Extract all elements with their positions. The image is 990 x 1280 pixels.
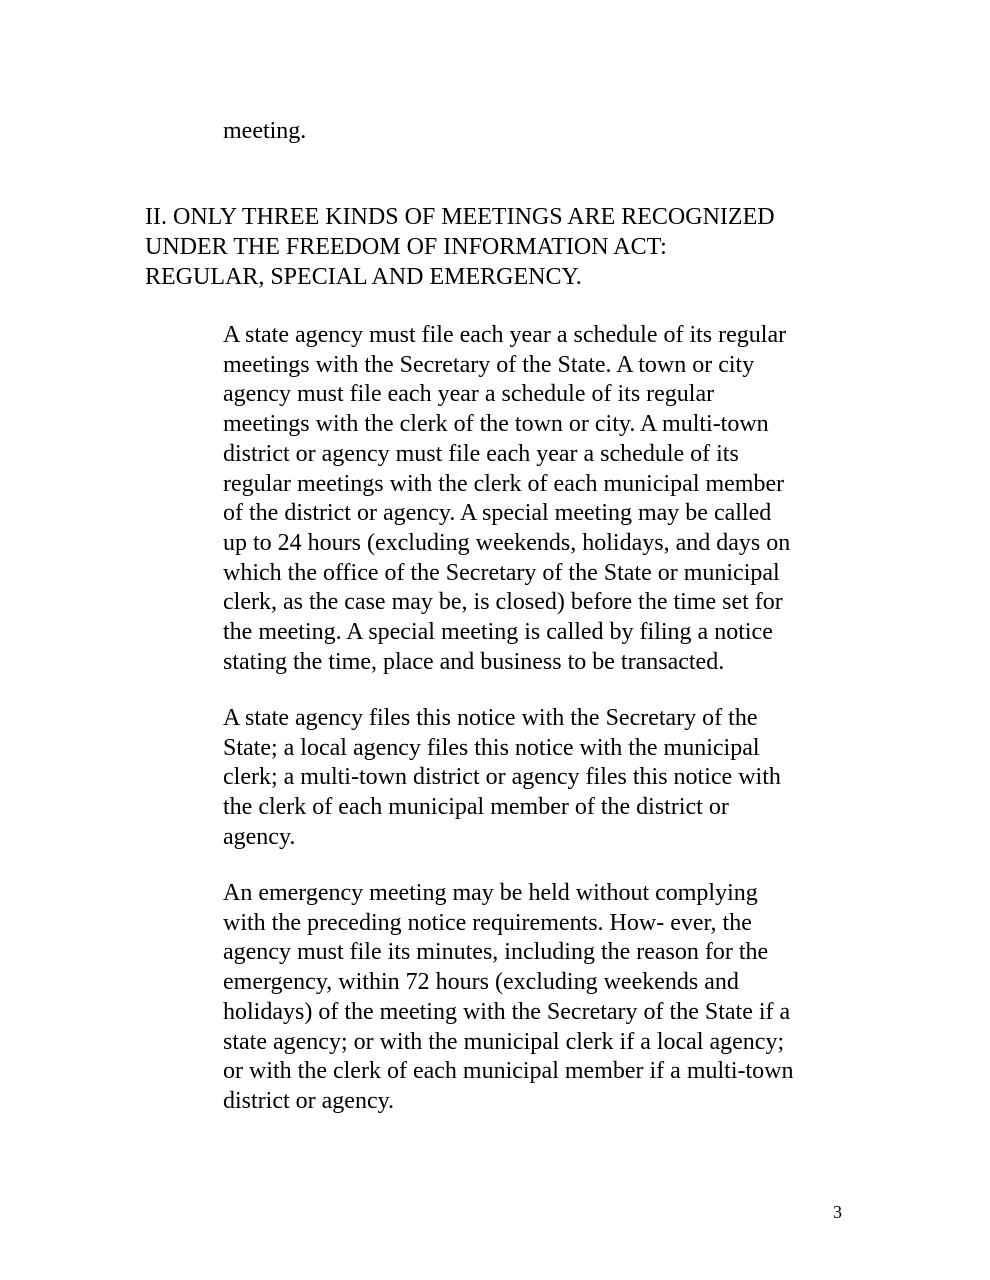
paragraph-regular-special-meetings [223, 321, 863, 677]
paragraph-line: of the district or agency. A special meeting may be called [223, 500, 772, 527]
paragraph-line: stating the time, place and business to be transacted. [223, 648, 725, 675]
paragraph-line: up to 24 hours (excluding weekends, holidays, and days on [223, 529, 791, 556]
paragraph-line: emergency, within 72 hours (excluding weekends and [223, 969, 739, 996]
paragraph-line: state agency; or with the municipal clerk if a local agency; [223, 1028, 785, 1055]
paragraph-line: with the preceding notice requirements. How- ever, the [223, 909, 752, 936]
paragraph-line: meetings with the Secretary of the State. A town or city [223, 351, 755, 378]
heading-line: REGULAR, SPECIAL AND EMERGENCY. [145, 264, 582, 290]
paragraph-line: district or agency must file each year a schedule of its [223, 440, 739, 467]
continuation-text: meeting. [223, 118, 307, 144]
paragraph-line: district or agency. [223, 1087, 395, 1114]
paragraph-line: holidays) of the meeting with the Secretary of the State if a [223, 998, 791, 1025]
paragraph-line: clerk, as the case may be, is closed) before the time set for [223, 589, 783, 616]
paragraph-line: agency must file each year a schedule of its regular [223, 381, 715, 408]
paragraph-line: A state agency files this notice with the Secretary of the [223, 705, 758, 731]
paragraph-line: clerk; a multi-town district or agency files this notice with [223, 764, 781, 791]
paragraph-line: meetings with the clerk of the town or city. A multi-town [223, 411, 769, 438]
page-number: 3 [833, 1202, 842, 1222]
paragraph-line: A state agency must file each year a schedule of its regular [223, 322, 787, 348]
paragraph-line: the meeting. A special meeting is called by filing a notice [223, 619, 773, 646]
paragraph-line: agency must file its minutes, including the reason for the [223, 939, 769, 966]
paragraph-line: State; a local agency files this notice with the municipal [223, 734, 760, 761]
paragraph-line: regular meetings with the clerk of each municipal member [223, 470, 785, 497]
paragraph-line: agency. [223, 823, 296, 850]
heading-line: II. ONLY THREE KINDS OF MEETINGS ARE RECOGNIZED [145, 204, 775, 230]
paragraph-line: the clerk of each municipal member of the district or [223, 794, 729, 821]
paragraph-line: or with the clerk of each municipal member if a multi-town [223, 1058, 794, 1085]
section-heading [145, 202, 845, 292]
paragraph-line: which the office of the Secretary of the State or municipal [223, 559, 780, 586]
heading-line: UNDER THE FREEDOM OF INFORMATION ACT: [145, 234, 667, 260]
paragraph-notice-filing [223, 704, 863, 853]
paragraph-line: An emergency meeting may be held without complying [223, 880, 758, 906]
paragraph-emergency-meetings [223, 879, 863, 1117]
